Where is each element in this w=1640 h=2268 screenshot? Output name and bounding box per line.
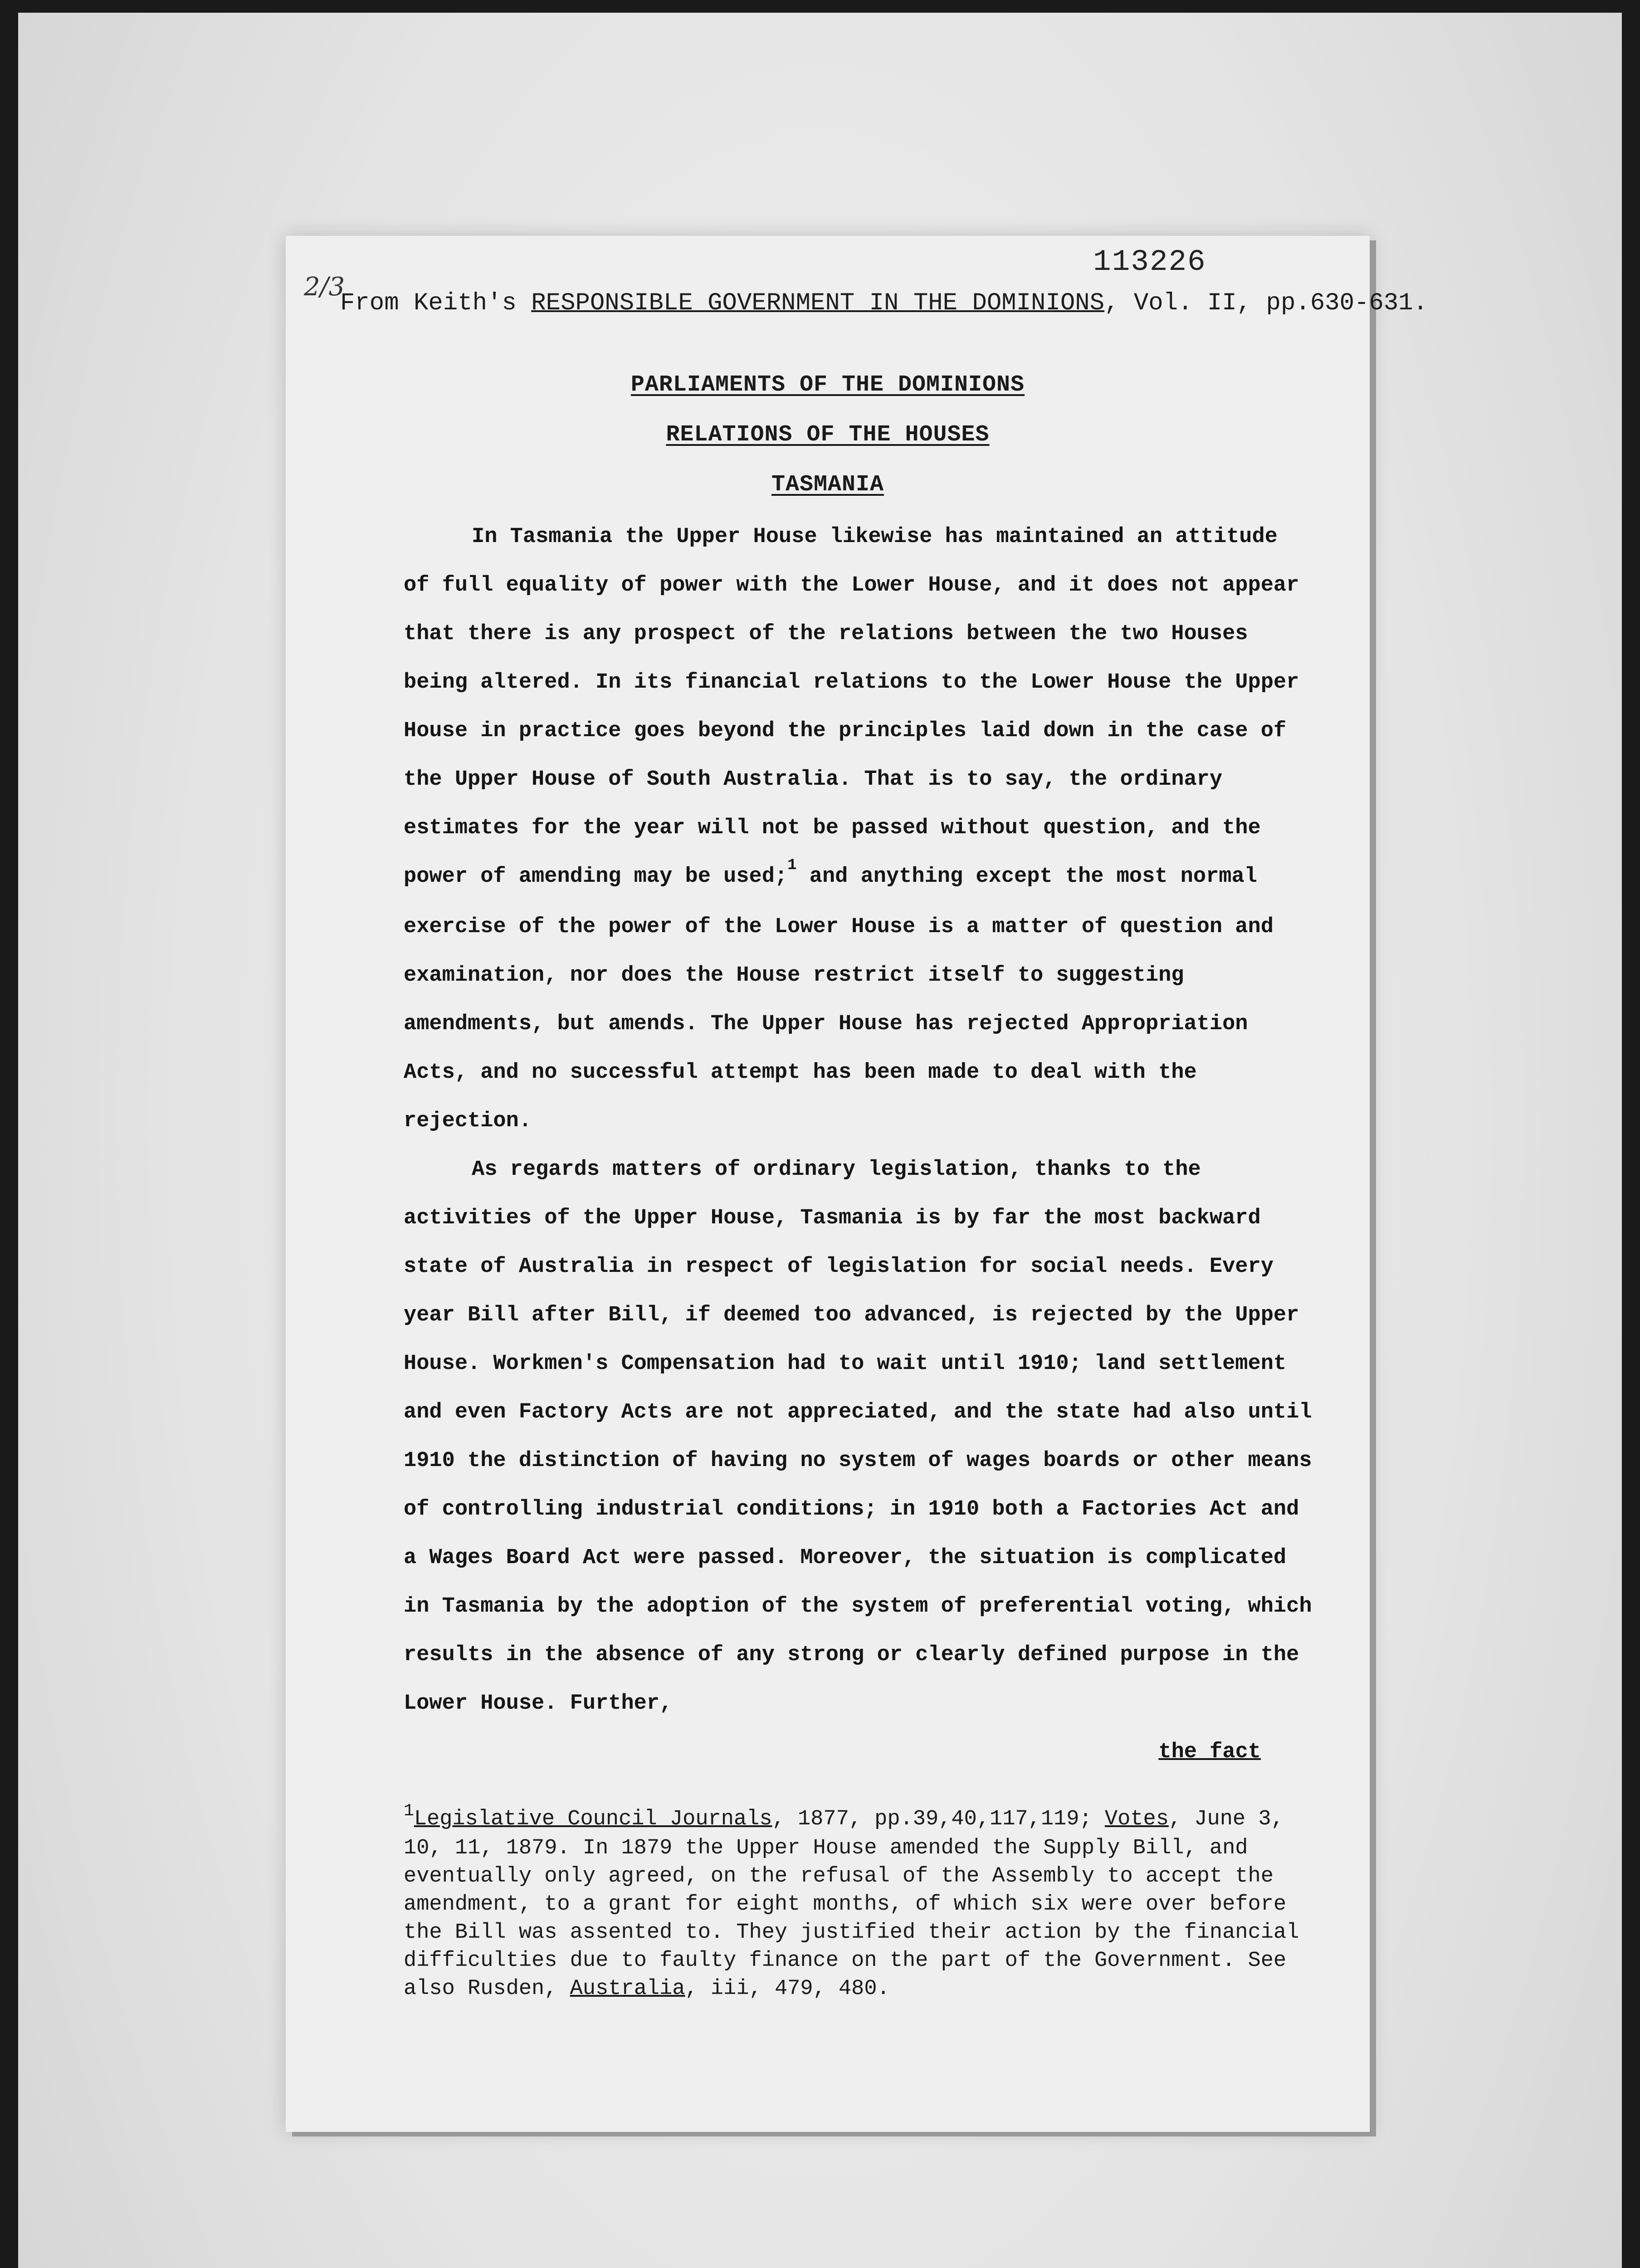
footnote-text-3: , iii, 479, 480. — [685, 1977, 890, 2001]
film-border-right — [1622, 0, 1640, 2268]
footnote — [404, 1801, 1324, 2003]
footnote-reference: 1 — [787, 857, 797, 874]
footnote-votes: Votes — [1104, 1807, 1169, 1831]
source-title: RESPONSIBLE GOVERNMENT IN THE DOMINIONS — [531, 289, 1105, 317]
paragraph-2: As regards matters of ordinary legislation, thanks to the activities of the Upper House, Tasmania is by far the most backward state of Australia in respect of legislation for social needs. Every year Bill after Bill, if deemed too advanced, is rejected by the Upper House. Workmen's Compensation had to wait until 1910; land settlement and even Factory Acts are not appreciated, and the state had also until 1910 the distinction of having no system of wages boards or other means of controlling industrial conditions; in 1910 both a Factories Act and a Wages Board Act were passed. Moreover, the situation is complicated in Tasmania by the adoption of the system of preferential voting, which results in the absence of any strong or clearly defined purpose in the Lower House. Further, — [404, 1158, 1312, 1716]
footnote-text-2: , June 3, 10, 11, 1879. In 1879 the Upper House amended the Supply Bill, and eventually only agreed, on the refusal of the Assembly to accept the amendment, to a grant for eight months, of which six were over before the Bill was assented to. They justified their action by the financial difficulties due to faulty finance on the part of the Government. See also Rusden, — [404, 1807, 1299, 2001]
source-citation — [340, 289, 1428, 317]
paragraph-1-text-b: and anything except the most normal exercise of the power of the Lower House is a matter of question and examination, nor does the House restrict itself to suggesting amendments, but amends. The Upper House has rejected Appropriation Acts, and no successful attempt has been made to deal with the rejection. — [404, 865, 1274, 1133]
footnote-text-1: , 1877, pp.39,40,117,119; — [772, 1807, 1105, 1831]
footnote-journals: Legislative Council Journals — [414, 1807, 772, 1831]
catchword: the fact — [1158, 1740, 1261, 1764]
film-border-left — [0, 0, 18, 2268]
typed-page — [286, 236, 1428, 2132]
footnote-australia: Australia — [570, 1977, 685, 2001]
body-text — [404, 513, 1315, 1776]
source-prefix: From Keith's — [340, 289, 532, 317]
heading-relations: RELATIONS OF THE HOUSES — [666, 422, 990, 448]
footnote-mark: 1 — [404, 1801, 414, 1821]
margin-mark: 2/3 — [304, 272, 345, 302]
heading-parliaments: PARLIAMENTS OF THE DOMINIONS — [630, 372, 1025, 398]
paragraph-1 — [404, 513, 1315, 1145]
source-suffix: , Vol. II, pp.630-631. — [1104, 289, 1428, 317]
paragraph-1-text-a: In Tasmania the Upper House likewise has maintained an attitude of full equality of power with the Lower House, and it does not appear that there is any prospect of the relations between the two Houses being altered. In its financial relations to the Lower House the Upper House in practice goes beyond the principles laid down in the case of the Upper House of South Australia. That is to say, the ordinary estimates for the year will not be passed without question, and the power of amending may be used; — [404, 525, 1299, 889]
page-stamp-number: 113226 — [1093, 245, 1206, 279]
film-border-top — [0, 0, 1640, 13]
heading-tasmania: TASMANIA — [771, 472, 884, 498]
